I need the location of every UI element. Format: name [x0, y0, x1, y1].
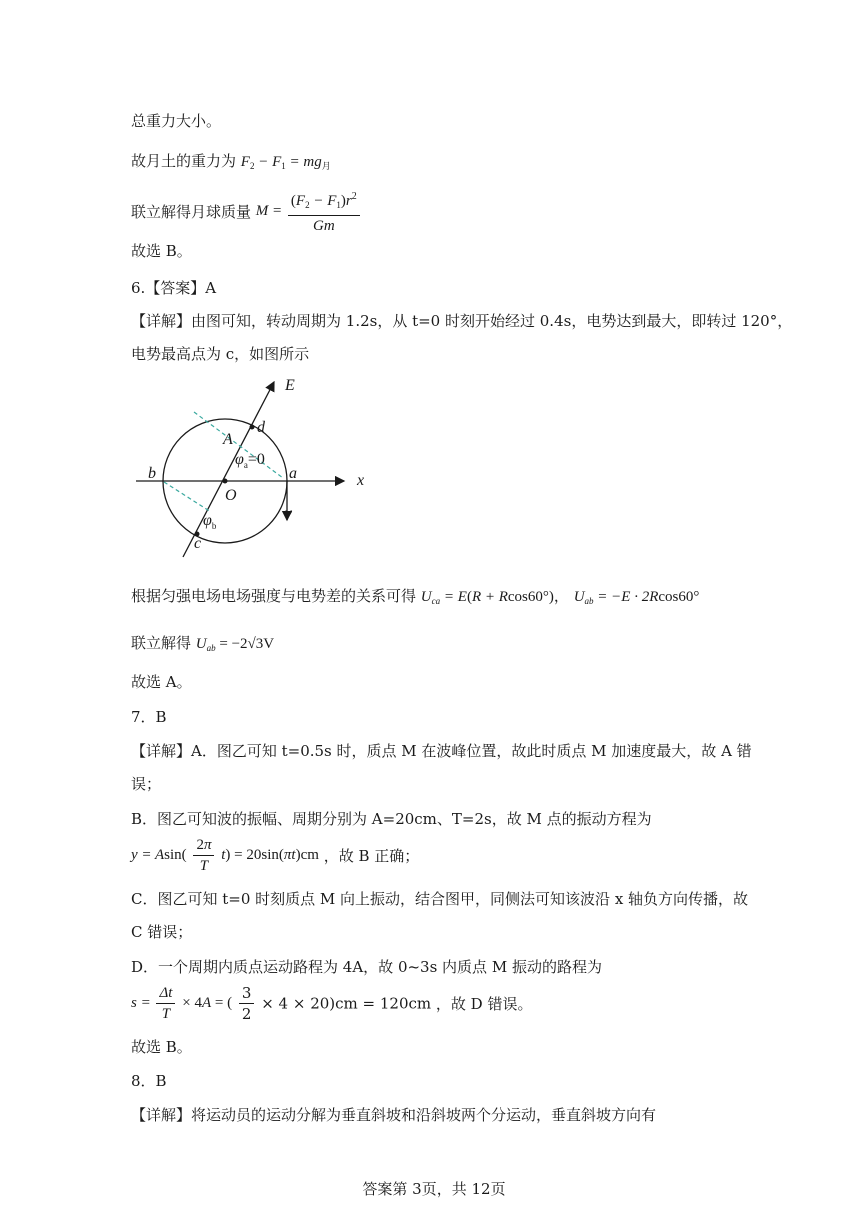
field-line-E [183, 382, 274, 557]
text-line: 电势最高点为 c，如图所示 [131, 345, 310, 363]
label-b: b [148, 465, 156, 482]
label-a: a [289, 465, 297, 482]
equipotential-dashed-line [194, 412, 283, 478]
text-line: s = $\frac{\Delta t}{T}$ × 4A = ( $\frac{3}{2}$ × 4 × 20)cm = 120cm ，故 D 错误。 [131, 984, 533, 1023]
text-line: 联立解得 $U_{ab} = -2√3V$ [131, 634, 275, 653]
formula-moon-soil-weight: $F_2 - F_1 = mg_月$ [240, 154, 331, 171]
text-line: 根据匀强电场电场强度与电势差的关系可得 $U_{ca} = E(R + Rcos60^\circ)$， $U_{ab} = -E \cdot 2Rcos60^\circ$ [131, 587, 700, 606]
label-x: x [357, 472, 365, 489]
text-line: C．图乙可知 t=0 时刻质点 M 向上振动，结合图甲，同侧法可知该波沿 x 轴负方向传播，故 [131, 890, 749, 908]
label-O: O [225, 487, 237, 504]
point-O [223, 479, 228, 484]
text-line: C 错误； [131, 923, 193, 941]
label-E: E [285, 377, 295, 394]
electric-field-circle-diagram [131, 372, 381, 562]
text-line: 总重力大小。 [131, 112, 222, 130]
text-line: 故月土的重力为 $F_2 - F_1 = mg_月$ [131, 152, 331, 171]
question-heading: 8．B [131, 1072, 167, 1090]
text-line: 【详解】将运动员的运动分解为垂直斜坡和沿斜坡两个分运动，垂直斜坡方向有 [131, 1106, 657, 1124]
text-line: D．一个周期内质点运动路程为 4A，故 0~3s 内质点 M 振动的路程为 [131, 958, 602, 976]
text-line: 故选 A。 [131, 673, 192, 691]
page-footer: 答案第 3页，共 12页 [362, 1180, 506, 1198]
label-phi-a: $\varphi_a=0$ [235, 451, 265, 470]
text-line: 【详解】A．图乙可知 t=0.5s 时，质点 M 在波峰位置，故此时质点 M 加速度最大，故 A 错 [131, 742, 752, 760]
label-c: c [194, 535, 202, 552]
formula-moon-mass: $\frac{(F_2 - F_1)r^2}{Gm}$ [288, 188, 360, 235]
point-d [250, 425, 255, 430]
label-A: A [223, 431, 233, 448]
text-line: 联立解得月球质量 M = $\frac{(F_2 - F_1)r^2}{Gm}$ [131, 188, 362, 235]
label-phi-b: $\varphi_b$ [203, 512, 217, 531]
question-heading: 6.【答案】A [131, 279, 217, 297]
label-v: v [285, 505, 293, 522]
equipotential-dashed-line [164, 482, 211, 512]
label-d: d [257, 419, 265, 436]
text-line: 故选 B。 [131, 1038, 192, 1056]
text-line: 【详解】由图可知，转动周期为 1.2s，从 t=0 时刻开始经过 0.4s，电势达到最大，即转过 120°， [131, 312, 793, 330]
text-line: 误； [131, 775, 162, 793]
text-line: y = Asin( $\frac{2\pi}{T}$ t) = 20sin(πt)cm ，故 B 正确； [131, 837, 420, 874]
text-line: B．图乙可知波的振幅、周期分别为 A=20cm、T=2s，故 M 点的振动方程为 [131, 810, 652, 828]
question-heading: 7．B [131, 708, 167, 726]
text-line: 故选 B。 [131, 242, 192, 260]
